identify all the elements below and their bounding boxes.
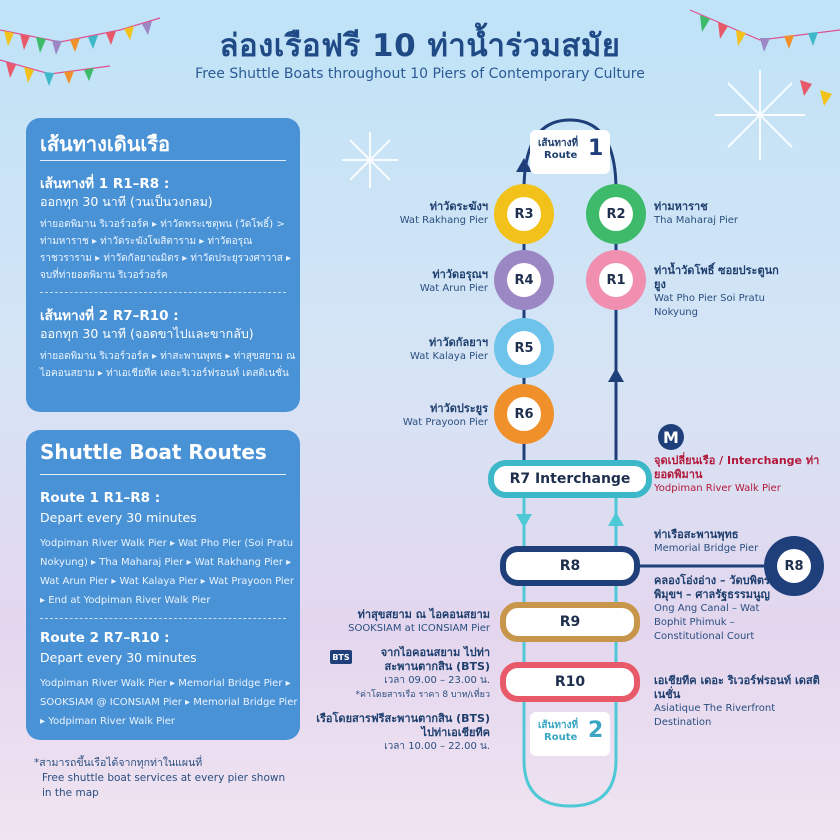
pier-r1-marker[interactable] — [586, 250, 646, 310]
thai-route1-desc: ออกทุก 30 นาที (วนเป็นวงกลม) — [40, 194, 213, 209]
english-route2-title: Route 2 R7–R10 : — [40, 630, 170, 646]
pier-r7-th: จุดเปลี่ยนเรือ / Interchange ท่ายอดพิมาน — [654, 454, 820, 481]
pier-r5-marker[interactable] — [494, 318, 554, 378]
pier-r9-th: ท่าสุขสยาม ณ ไอคอนสยาม — [357, 608, 490, 621]
pier-r5-en: Wat Kalaya Pier — [410, 351, 488, 362]
thai-route1-stops: ท่ายอดพิมาน ริเวอร์วอร์ค ▸ ท่าวัดพระเชตุพน (วัดโพธิ์) > ท่ามหาราช ▸ ท่าวัดระฆังโฆสิตาราม ▸ ท่าวัดอรุณราชวราราม ▸ ท่าวัดกัลยาณมิตร ▸ ท่าวัดประยุรวงศาวาส ▸ จบที่ท่ายอดพิมาน ริเวอร์วอร์ค — [40, 219, 292, 281]
pier-r6-label — [360, 402, 488, 430]
bts-note1-fare: *ค่าโดยสารเรือ ราคา 8 บาท/เที่ยว — [355, 690, 490, 700]
thai-route2-title: เส้นทางที่ 2 R7–R10 : — [40, 308, 179, 324]
pier-r7-interchange[interactable]: R7 Interchange — [488, 460, 652, 498]
pier-r3-th: ท่าวัดระฆังฯ — [429, 200, 488, 213]
english-route1-stops: Yodpiman River Walk Pier ▸ Wat Pho Pier (Soi Pratu Nokyung) ▸ Tha Maharaj Pier ▸ Wat Rakhang Pier ▸ Wat Arun Pier ▸ Wat Kalaya Pier ▸ Wat Prayoon Pier ▸ End at Yodpiman River Walk Pier — [40, 538, 294, 606]
pier-r6-code: R6 — [507, 397, 541, 431]
english-route1-title: Route 1 R1–R8 : — [40, 490, 161, 506]
pier-r8-label — [654, 528, 774, 556]
pier-r7-label — [654, 454, 834, 496]
pier-r2-en: Tha Maharaj Pier — [654, 215, 739, 226]
pier-r4-en: Wat Arun Pier — [419, 283, 488, 294]
pier-r10-marker[interactable]: R10 — [500, 662, 640, 702]
pier-r4-marker[interactable] — [494, 250, 554, 310]
bts-note2-title: เรือโดยสารฟรีสะพานตากสิน (BTS) ไปท่าเอเชียทีค — [316, 712, 490, 739]
bts-note1-title: จากไอคอนสยาม ไปท่าสะพานตากสิน (BTS) — [380, 646, 490, 673]
pier-r10-label — [654, 674, 834, 730]
route1-label-en: Route — [544, 150, 578, 161]
route2-number: 2 — [588, 718, 604, 743]
thai-route2-stops: ท่ายอดพิมาน ริเวอร์วอร์ค ▸ ท่าสะพานพุทธ ▸ ท่าสุขสยาม ณ ไอคอนสยาม ▸ ท่าเอเชียทีค เดอะริเวอร์ฟรอนท์ เดสติเนชั่น — [40, 351, 296, 379]
pier-r4-code: R4 — [507, 263, 541, 297]
thai-route1-title: เส้นทางที่ 1 R1–R8 : — [40, 176, 170, 192]
route2-label — [530, 712, 610, 756]
mrt-stations-th: คลองโอ่งอ่าง – วัดบพิตรพิมุขฯ – ศาลรัฐธรรมนูญ — [654, 574, 770, 601]
pier-r1-label — [654, 264, 784, 320]
route2-label-en: Route — [544, 732, 578, 743]
pier-r5-code: R5 — [507, 331, 541, 365]
pier-r9-label — [310, 608, 490, 636]
mrt-stations-en: Ong Ang Canal – Wat Bophit Phimuk – Constitutional Court — [654, 603, 760, 642]
thai-route2-desc: ออกทุก 30 นาที (จอดขาไปและขากลับ) — [40, 326, 254, 341]
pier-r1-code: R1 — [599, 263, 633, 297]
pier-r2-label — [654, 200, 824, 228]
pier-r9-en: SOOKSIAM at ICONSIAM Pier — [348, 623, 490, 634]
pier-r4-th: ท่าวัดอรุณฯ — [432, 268, 488, 281]
pier-r5-th: ท่าวัดกัลยาฯ — [429, 336, 488, 349]
bts-note-1 — [350, 646, 490, 702]
thai-panel-heading: เส้นทางเดินเรือ — [40, 132, 170, 156]
pier-r10-th: เอเชียทีค เดอะ ริเวอร์ฟรอนท์ เดสติเนชั่น — [654, 674, 820, 701]
pier-r4-label — [360, 268, 488, 296]
pier-r8-th: ท่าเรือสะพานพุทธ — [654, 528, 739, 541]
pier-r6-th: ท่าวัดประยูร — [430, 402, 488, 415]
bts-icon: BTS — [330, 650, 352, 664]
bts-note1-time: เวลา 09.00 – 23.00 น. — [384, 675, 490, 686]
bts-note2-time: เวลา 10.00 – 22.00 น. — [384, 741, 490, 752]
pier-r2-th: ท่ามหาราช — [654, 200, 708, 213]
pier-r2-marker[interactable] — [586, 184, 646, 244]
pier-r6-marker[interactable] — [494, 384, 554, 444]
pier-r1-en: Wat Pho Pier Soi Pratu Nokyung — [654, 293, 765, 318]
pier-r10-en: Asiatique The Riverfront Destination — [654, 703, 776, 728]
mrt-stations-label — [654, 574, 774, 644]
mrt-r8-code: R8 — [777, 549, 811, 583]
pier-r2-code: R2 — [599, 197, 633, 231]
route1-number: 1 — [588, 136, 604, 161]
pier-r3-en: Wat Rakhang Pier — [399, 215, 488, 226]
route1-label-th: เส้นทางที่ — [538, 138, 579, 149]
mrt-icon: M — [658, 424, 684, 450]
footnote-en: Free shuttle boat services at every pier shown in the map — [42, 772, 286, 799]
english-panel-heading: Shuttle Boat Routes — [40, 440, 267, 464]
pier-r7-en: Yodpiman River Walk Pier — [654, 483, 781, 494]
english-route2-stops: Yodpiman River Walk Pier ▸ Memorial Bridge Pier ▸ SOOKSIAM @ ICONSIAM Pier ▸ Memorial Bridge Pier ▸ Yodpiman River Walk Pier — [40, 678, 298, 727]
route1-label — [530, 130, 610, 174]
pier-r1-th: ท่าน้ำวัดโพธิ์ ซอยประตูนกยูง — [654, 264, 779, 291]
page-title: ล่องเรือฟรี 10 ท่าน้ำร่วมสมัย — [219, 28, 621, 64]
footnote-th: *สามารถขึ้นเรือได้จากทุกท่าในแผนที่ — [34, 757, 203, 769]
pier-r8-en: Memorial Bridge Pier — [654, 543, 759, 554]
route2-label-th: เส้นทางที่ — [538, 720, 579, 731]
pier-r3-label — [360, 200, 488, 228]
english-route2-desc: Depart every 30 minutes — [40, 650, 197, 665]
pier-r9-marker[interactable]: R9 — [500, 602, 640, 642]
pier-r8-marker[interactable]: R8 — [500, 546, 640, 586]
pier-r6-en: Wat Prayoon Pier — [402, 417, 488, 428]
pier-r3-code: R3 — [507, 197, 541, 231]
english-route1-desc: Depart every 30 minutes — [40, 510, 197, 525]
pier-r5-label — [360, 336, 488, 364]
pier-r3-marker[interactable] — [494, 184, 554, 244]
page-subtitle: Free Shuttle Boats throughout 10 Piers of Contemporary Culture — [195, 66, 645, 82]
bts-note-2 — [300, 712, 490, 754]
